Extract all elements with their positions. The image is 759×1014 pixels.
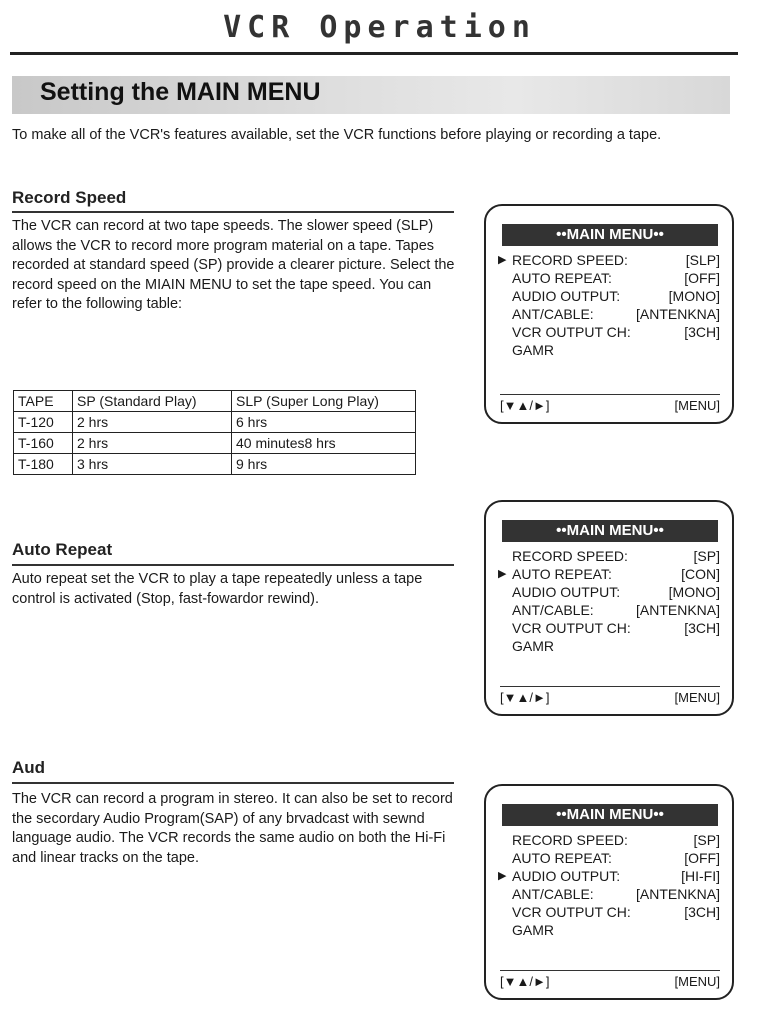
menu-item-label: AUTO REPEAT:: [512, 270, 612, 286]
menu-item-label: RECORD SPEED:: [512, 832, 628, 848]
header-rule: [10, 52, 738, 55]
menu-item: [498, 287, 720, 305]
menu-item: [498, 305, 720, 323]
table-header: TAPE: [14, 391, 73, 412]
section-title-auto-repeat: Auto Repeat: [12, 540, 113, 559]
section-body-record-speed: The VCR can record at two tape speeds. The slower speed (SLP) allows the VCR to record more program material on a tape. Tapes recorded at standard speed (SP) provide a clearer picture. Select the record speed on the MIAIN MENU to set the tape speed. You can refer to the following table:: [12, 218, 455, 312]
menu-footer-rule: [500, 394, 720, 395]
table-cell: T-120: [14, 412, 73, 433]
menu-item-value: [OFF]: [684, 850, 720, 866]
page-header: VCR Operation: [223, 10, 536, 45]
menu-item-value: [SP]: [693, 548, 720, 564]
menu-item-label: GAMR: [512, 638, 554, 654]
table-header-row: [14, 391, 416, 412]
menu-footer: [500, 398, 720, 413]
table-cell: 6 hrs: [232, 412, 416, 433]
table-cell: 2 hrs: [73, 412, 232, 433]
table-cell: T-180: [14, 454, 73, 475]
menu-item: [498, 885, 720, 903]
main-menu-screen-audio-output: [484, 784, 734, 1000]
menu-item: [498, 583, 720, 601]
table-cell: 40 minutes8 hrs: [232, 433, 416, 454]
selector-arrow-icon: ▶: [498, 254, 507, 266]
nav-keys-hint: [▼▲/►]: [500, 690, 550, 705]
menu-key-hint: [MENU]: [674, 690, 720, 705]
table-header: SLP (Super Long Play): [232, 391, 416, 412]
tape-speed-table: [13, 390, 416, 475]
menu-item-label: VCR OUTPUT CH:: [512, 620, 631, 636]
menu-item: [498, 601, 720, 619]
table-cell: 9 hrs: [232, 454, 416, 475]
menu-item-value: [SLP]: [685, 252, 720, 268]
section-title-aud: Aud: [12, 758, 46, 777]
intro-text: To make all of the VCR's features available, set the VCR functions before playing or recording a tape.: [12, 127, 662, 143]
menu-item: [498, 341, 720, 359]
menu-items: [498, 547, 720, 655]
banner-title: Setting the MAIN MENU: [40, 78, 321, 106]
menu-item-value: [ANTENKNA]: [635, 886, 720, 902]
section-rule: [12, 211, 454, 213]
menu-item-value: [CON]: [681, 566, 720, 582]
table-row: [14, 412, 416, 433]
menu-item: [498, 269, 720, 287]
menu-item: [498, 903, 720, 921]
menu-item-label: ANT/CABLE:: [512, 306, 594, 322]
selector-arrow-icon: ▶: [498, 870, 507, 882]
menu-title: ••MAIN MENU••: [502, 804, 718, 826]
menu-item-label: GAMR: [512, 342, 554, 358]
menu-item-label: VCR OUTPUT CH:: [512, 904, 631, 920]
selector-arrow-icon: ▶: [498, 568, 507, 580]
menu-item: [498, 565, 720, 583]
section-rule: [12, 782, 454, 784]
menu-item: [498, 867, 720, 885]
menu-item: [498, 921, 720, 939]
menu-footer-rule: [500, 686, 720, 687]
menu-item-label: AUTO REPEAT:: [512, 850, 612, 866]
table-cell: 2 hrs: [73, 433, 232, 454]
menu-item-label: GAMR: [512, 922, 554, 938]
menu-item-label: RECORD SPEED:: [512, 252, 628, 268]
menu-items: [498, 831, 720, 939]
menu-item: [498, 323, 720, 341]
menu-item-value: [OFF]: [684, 270, 720, 286]
menu-item-value: [ANTENKNA]: [635, 602, 720, 618]
menu-footer-rule: [500, 970, 720, 971]
menu-footer: [500, 974, 720, 989]
menu-item-value: [3CH]: [684, 324, 720, 340]
menu-item-value: [MONO]: [668, 584, 720, 600]
menu-item-label: ANT/CABLE:: [512, 886, 594, 902]
section-rule: [12, 564, 454, 566]
menu-item-label: AUDIO OUTPUT:: [512, 288, 621, 304]
menu-item-label: AUTO REPEAT:: [512, 566, 612, 582]
menu-item: [498, 251, 720, 269]
menu-title: ••MAIN MENU••: [502, 520, 718, 542]
nav-keys-hint: [▼▲/►]: [500, 398, 550, 413]
menu-item-label: VCR OUTPUT CH:: [512, 324, 631, 340]
menu-item-value: [HI-FI]: [681, 868, 720, 884]
menu-item-value: [3CH]: [684, 904, 720, 920]
table-row: [14, 454, 416, 475]
table-header: SP (Standard Play): [73, 391, 232, 412]
menu-items: [498, 251, 720, 359]
menu-item: [498, 619, 720, 637]
menu-item-value: [SP]: [693, 832, 720, 848]
menu-item-label: RECORD SPEED:: [512, 548, 628, 564]
menu-item-value: [MONO]: [668, 288, 720, 304]
section-title-record-speed: Record Speed: [12, 188, 127, 207]
menu-item: [498, 831, 720, 849]
section-body-auto-repeat: Auto repeat set the VCR to play a tape repeatedly unless a tape control is activated (Stop, fast-fowardor rewind).: [12, 571, 423, 607]
main-menu-screen-record-speed: [484, 204, 734, 424]
menu-item-value: [3CH]: [684, 620, 720, 636]
menu-item: [498, 849, 720, 867]
table-row: [14, 433, 416, 454]
menu-item: [498, 637, 720, 655]
menu-footer: [500, 690, 720, 705]
menu-item-value: [ANTENKNA]: [635, 306, 720, 322]
menu-item: [498, 547, 720, 565]
menu-key-hint: [MENU]: [674, 398, 720, 413]
menu-key-hint: [MENU]: [674, 974, 720, 989]
menu-item-label: AUDIO OUTPUT:: [512, 584, 621, 600]
main-menu-screen-auto-repeat: [484, 500, 734, 716]
menu-item-label: AUDIO OUTPUT:: [512, 868, 621, 884]
section-body-aud: The VCR can record a program in stereo. It can also be set to record the secordary Audio Program(SAP) of any brvadcast with sewnd language audio. The VCR records the same audio on both the Hi-Fi and linear tracks on the tape.: [12, 791, 453, 866]
menu-title: ••MAIN MENU••: [502, 224, 718, 246]
table-cell: 3 hrs: [73, 454, 232, 475]
table-cell: T-160: [14, 433, 73, 454]
nav-keys-hint: [▼▲/►]: [500, 974, 550, 989]
menu-item-label: ANT/CABLE:: [512, 602, 594, 618]
